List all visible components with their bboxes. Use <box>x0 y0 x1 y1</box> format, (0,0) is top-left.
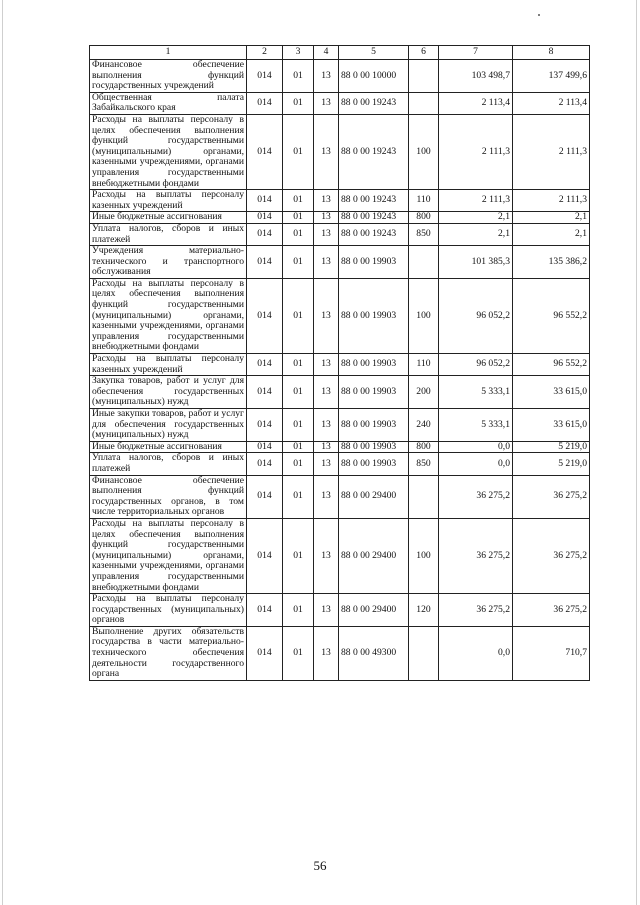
amount-year2-cell: 36 275,2 <box>513 594 590 627</box>
section-code-cell: 01 <box>283 212 314 224</box>
amount-year1-cell: 96 052,2 <box>439 354 513 376</box>
target-item-cell: 88 0 00 19243 <box>339 212 409 224</box>
ministry-code-cell: 014 <box>247 441 283 453</box>
row-name-cell: Расходы на выплаты персоналу в целях обеспечения выполнения функций государственными (муниципальными) органами, казенными учреждениями, органами управления государственными внебюджетными фондами <box>90 518 247 593</box>
section-code-cell: 01 <box>283 518 314 593</box>
subsection-code-cell: 13 <box>314 453 339 475</box>
amount-year1-cell: 2 111,3 <box>439 114 513 189</box>
ministry-code-cell: 014 <box>247 475 283 518</box>
amount-year1-cell: 103 498,7 <box>439 60 513 93</box>
table-row <box>90 594 590 627</box>
amount-year2-cell: 710,7 <box>513 626 590 680</box>
amount-year1-cell: 5 333,1 <box>439 409 513 442</box>
ministry-code-cell: 014 <box>247 212 283 224</box>
ministry-code-cell: 014 <box>247 114 283 189</box>
row-name-cell: Иные бюджетные ассигнования <box>90 441 247 453</box>
row-name-cell: Закупка товаров, работ и услуг для обеспечения государственных (муниципальных) нужд <box>90 376 247 409</box>
ministry-code-cell: 014 <box>247 278 283 353</box>
table-row <box>90 453 590 475</box>
amount-year1-cell: 2,1 <box>439 212 513 224</box>
target-item-cell: 88 0 00 19903 <box>339 409 409 442</box>
amount-year1-cell: 2,1 <box>439 223 513 245</box>
amount-year1-cell: 0,0 <box>439 626 513 680</box>
target-item-cell: 88 0 00 19243 <box>339 223 409 245</box>
row-name-cell: Финансовое обеспечение выполнения функций государственных учреждений <box>90 60 247 93</box>
row-name-cell: Общественная палата Забайкальского края <box>90 92 247 114</box>
budget-table <box>89 45 590 681</box>
amount-year2-cell: 96 552,2 <box>513 278 590 353</box>
expense-type-cell: 200 <box>409 376 439 409</box>
table-row <box>90 212 590 224</box>
page-number: 56 <box>313 858 327 873</box>
subsection-code-cell: 13 <box>314 223 339 245</box>
target-item-cell: 88 0 00 29400 <box>339 518 409 593</box>
row-name-cell: Расходы на выплаты персоналу казенных учреждений <box>90 190 247 212</box>
row-name-cell: Финансовое обеспечение выполнения функций государственных органов, в том числе территориальных органов <box>90 475 247 518</box>
section-code-cell: 01 <box>283 190 314 212</box>
amount-year2-cell: 2 111,3 <box>513 114 590 189</box>
ministry-code-cell: 014 <box>247 626 283 680</box>
row-name-cell: Расходы на выплаты персоналу казенных учреждений <box>90 354 247 376</box>
expense-type-cell: 120 <box>409 594 439 627</box>
column-header: 6 <box>409 46 439 60</box>
expense-type-cell: 850 <box>409 223 439 245</box>
ministry-code-cell: 014 <box>247 60 283 93</box>
expense-type-cell <box>409 475 439 518</box>
subsection-code-cell: 13 <box>314 376 339 409</box>
target-item-cell: 88 0 00 29400 <box>339 475 409 518</box>
row-name-cell: Уплата налогов, сборов и иных платежей <box>90 453 247 475</box>
table-row <box>90 354 590 376</box>
section-code-cell: 01 <box>283 594 314 627</box>
amount-year2-cell: 137 499,6 <box>513 60 590 93</box>
expense-type-cell: 850 <box>409 453 439 475</box>
section-code-cell: 01 <box>283 409 314 442</box>
row-name-cell: Уплата налогов, сборов и иных платежей <box>90 223 247 245</box>
section-code-cell: 01 <box>283 246 314 279</box>
amount-year1-cell: 2 113,4 <box>439 92 513 114</box>
table-row <box>90 626 590 680</box>
amount-year2-cell: 33 615,0 <box>513 409 590 442</box>
expense-type-cell <box>409 246 439 279</box>
row-name-cell: Учреждения материально-технического и транспортного обслуживания <box>90 246 247 279</box>
scan-speck <box>538 14 540 16</box>
amount-year2-cell: 5 219,0 <box>513 441 590 453</box>
column-header: 2 <box>247 46 283 60</box>
row-name-cell: Расходы на выплаты персоналу в целях обеспечения выполнения функций государственными (муниципальными) органами, казенными учреждениями, органами управления государственными внебюджетными фондами <box>90 114 247 189</box>
ministry-code-cell: 014 <box>247 223 283 245</box>
amount-year2-cell: 5 219,0 <box>513 453 590 475</box>
amount-year2-cell: 2 113,4 <box>513 92 590 114</box>
subsection-code-cell: 13 <box>314 278 339 353</box>
subsection-code-cell: 13 <box>314 409 339 442</box>
amount-year1-cell: 101 385,3 <box>439 246 513 279</box>
target-item-cell: 88 0 00 19903 <box>339 376 409 409</box>
subsection-code-cell: 13 <box>314 475 339 518</box>
table-row <box>90 60 590 93</box>
amount-year1-cell: 96 052,2 <box>439 278 513 353</box>
section-code-cell: 01 <box>283 223 314 245</box>
target-item-cell: 88 0 00 19903 <box>339 278 409 353</box>
target-item-cell: 88 0 00 19903 <box>339 441 409 453</box>
subsection-code-cell: 13 <box>314 212 339 224</box>
amount-year1-cell: 36 275,2 <box>439 518 513 593</box>
row-name-cell: Иные бюджетные ассигнования <box>90 212 247 224</box>
column-header: 1 <box>90 46 247 60</box>
expense-type-cell: 110 <box>409 354 439 376</box>
ministry-code-cell: 014 <box>247 376 283 409</box>
table-row <box>90 376 590 409</box>
amount-year1-cell: 36 275,2 <box>439 475 513 518</box>
expense-type-cell: 800 <box>409 441 439 453</box>
ministry-code-cell: 014 <box>247 594 283 627</box>
table-row <box>90 190 590 212</box>
column-header: 4 <box>314 46 339 60</box>
expense-type-cell: 240 <box>409 409 439 442</box>
expense-type-cell <box>409 626 439 680</box>
target-item-cell: 88 0 00 10000 <box>339 60 409 93</box>
ministry-code-cell: 014 <box>247 190 283 212</box>
subsection-code-cell: 13 <box>314 190 339 212</box>
target-item-cell: 88 0 00 19903 <box>339 354 409 376</box>
table-row <box>90 518 590 593</box>
subsection-code-cell: 13 <box>314 594 339 627</box>
expense-type-cell <box>409 60 439 93</box>
table-row <box>90 441 590 453</box>
page-edge-left <box>2 0 3 905</box>
header-row <box>90 46 590 60</box>
expense-type-cell: 100 <box>409 518 439 593</box>
row-name-cell: Иные закупки товаров, работ и услуг для обеспечения государственных (муниципальных) нужд <box>90 409 247 442</box>
amount-year1-cell: 5 333,1 <box>439 376 513 409</box>
section-code-cell: 01 <box>283 453 314 475</box>
subsection-code-cell: 13 <box>314 626 339 680</box>
section-code-cell: 01 <box>283 60 314 93</box>
table-row <box>90 114 590 189</box>
amount-year1-cell: 36 275,2 <box>439 594 513 627</box>
section-code-cell: 01 <box>283 626 314 680</box>
amount-year2-cell: 2 111,3 <box>513 190 590 212</box>
table-row <box>90 409 590 442</box>
row-name-cell: Расходы на выплаты персоналу государственных (муниципальных) органов <box>90 594 247 627</box>
expense-type-cell <box>409 92 439 114</box>
subsection-code-cell: 13 <box>314 114 339 189</box>
amount-year1-cell: 2 111,3 <box>439 190 513 212</box>
subsection-code-cell: 13 <box>314 441 339 453</box>
ministry-code-cell: 014 <box>247 246 283 279</box>
ministry-code-cell: 014 <box>247 453 283 475</box>
target-item-cell: 88 0 00 29400 <box>339 594 409 627</box>
column-header: 8 <box>513 46 590 60</box>
amount-year2-cell: 96 552,2 <box>513 354 590 376</box>
row-name-cell: Расходы на выплаты персоналу в целях обеспечения выполнения функций государственными (муниципальными) органами, казенными учреждениями, органами управления государственными внебюджетными фондами <box>90 278 247 353</box>
target-item-cell: 88 0 00 49300 <box>339 626 409 680</box>
ministry-code-cell: 014 <box>247 92 283 114</box>
subsection-code-cell: 13 <box>314 92 339 114</box>
row-name-cell: Выполнение других обязательств государства в части материально-технического обеспечения деятельности государственного органа <box>90 626 247 680</box>
subsection-code-cell: 13 <box>314 518 339 593</box>
table-row <box>90 92 590 114</box>
ministry-code-cell: 014 <box>247 354 283 376</box>
page-edge-right <box>636 0 637 905</box>
subsection-code-cell: 13 <box>314 246 339 279</box>
expense-type-cell: 110 <box>409 190 439 212</box>
amount-year1-cell: 0,0 <box>439 441 513 453</box>
amount-year2-cell: 36 275,2 <box>513 475 590 518</box>
amount-year2-cell: 36 275,2 <box>513 518 590 593</box>
column-header: 5 <box>339 46 409 60</box>
table-row <box>90 278 590 353</box>
expense-type-cell: 800 <box>409 212 439 224</box>
ministry-code-cell: 014 <box>247 518 283 593</box>
subsection-code-cell: 13 <box>314 354 339 376</box>
target-item-cell: 88 0 00 19243 <box>339 114 409 189</box>
table-row <box>90 475 590 518</box>
amount-year2-cell: 33 615,0 <box>513 376 590 409</box>
target-item-cell: 88 0 00 19243 <box>339 92 409 114</box>
amount-year2-cell: 135 386,2 <box>513 246 590 279</box>
column-header: 7 <box>439 46 513 60</box>
expense-type-cell: 100 <box>409 114 439 189</box>
ministry-code-cell: 014 <box>247 409 283 442</box>
column-header: 3 <box>283 46 314 60</box>
target-item-cell: 88 0 00 19903 <box>339 453 409 475</box>
target-item-cell: 88 0 00 19903 <box>339 246 409 279</box>
amount-year2-cell: 2,1 <box>513 212 590 224</box>
section-code-cell: 01 <box>283 92 314 114</box>
expense-type-cell: 100 <box>409 278 439 353</box>
section-code-cell: 01 <box>283 114 314 189</box>
section-code-cell: 01 <box>283 376 314 409</box>
target-item-cell: 88 0 00 19243 <box>339 190 409 212</box>
table-row <box>90 246 590 279</box>
section-code-cell: 01 <box>283 354 314 376</box>
section-code-cell: 01 <box>283 441 314 453</box>
amount-year2-cell: 2,1 <box>513 223 590 245</box>
section-code-cell: 01 <box>283 278 314 353</box>
subsection-code-cell: 13 <box>314 60 339 93</box>
table-row <box>90 223 590 245</box>
table-body <box>90 60 590 681</box>
section-code-cell: 01 <box>283 475 314 518</box>
amount-year1-cell: 0,0 <box>439 453 513 475</box>
